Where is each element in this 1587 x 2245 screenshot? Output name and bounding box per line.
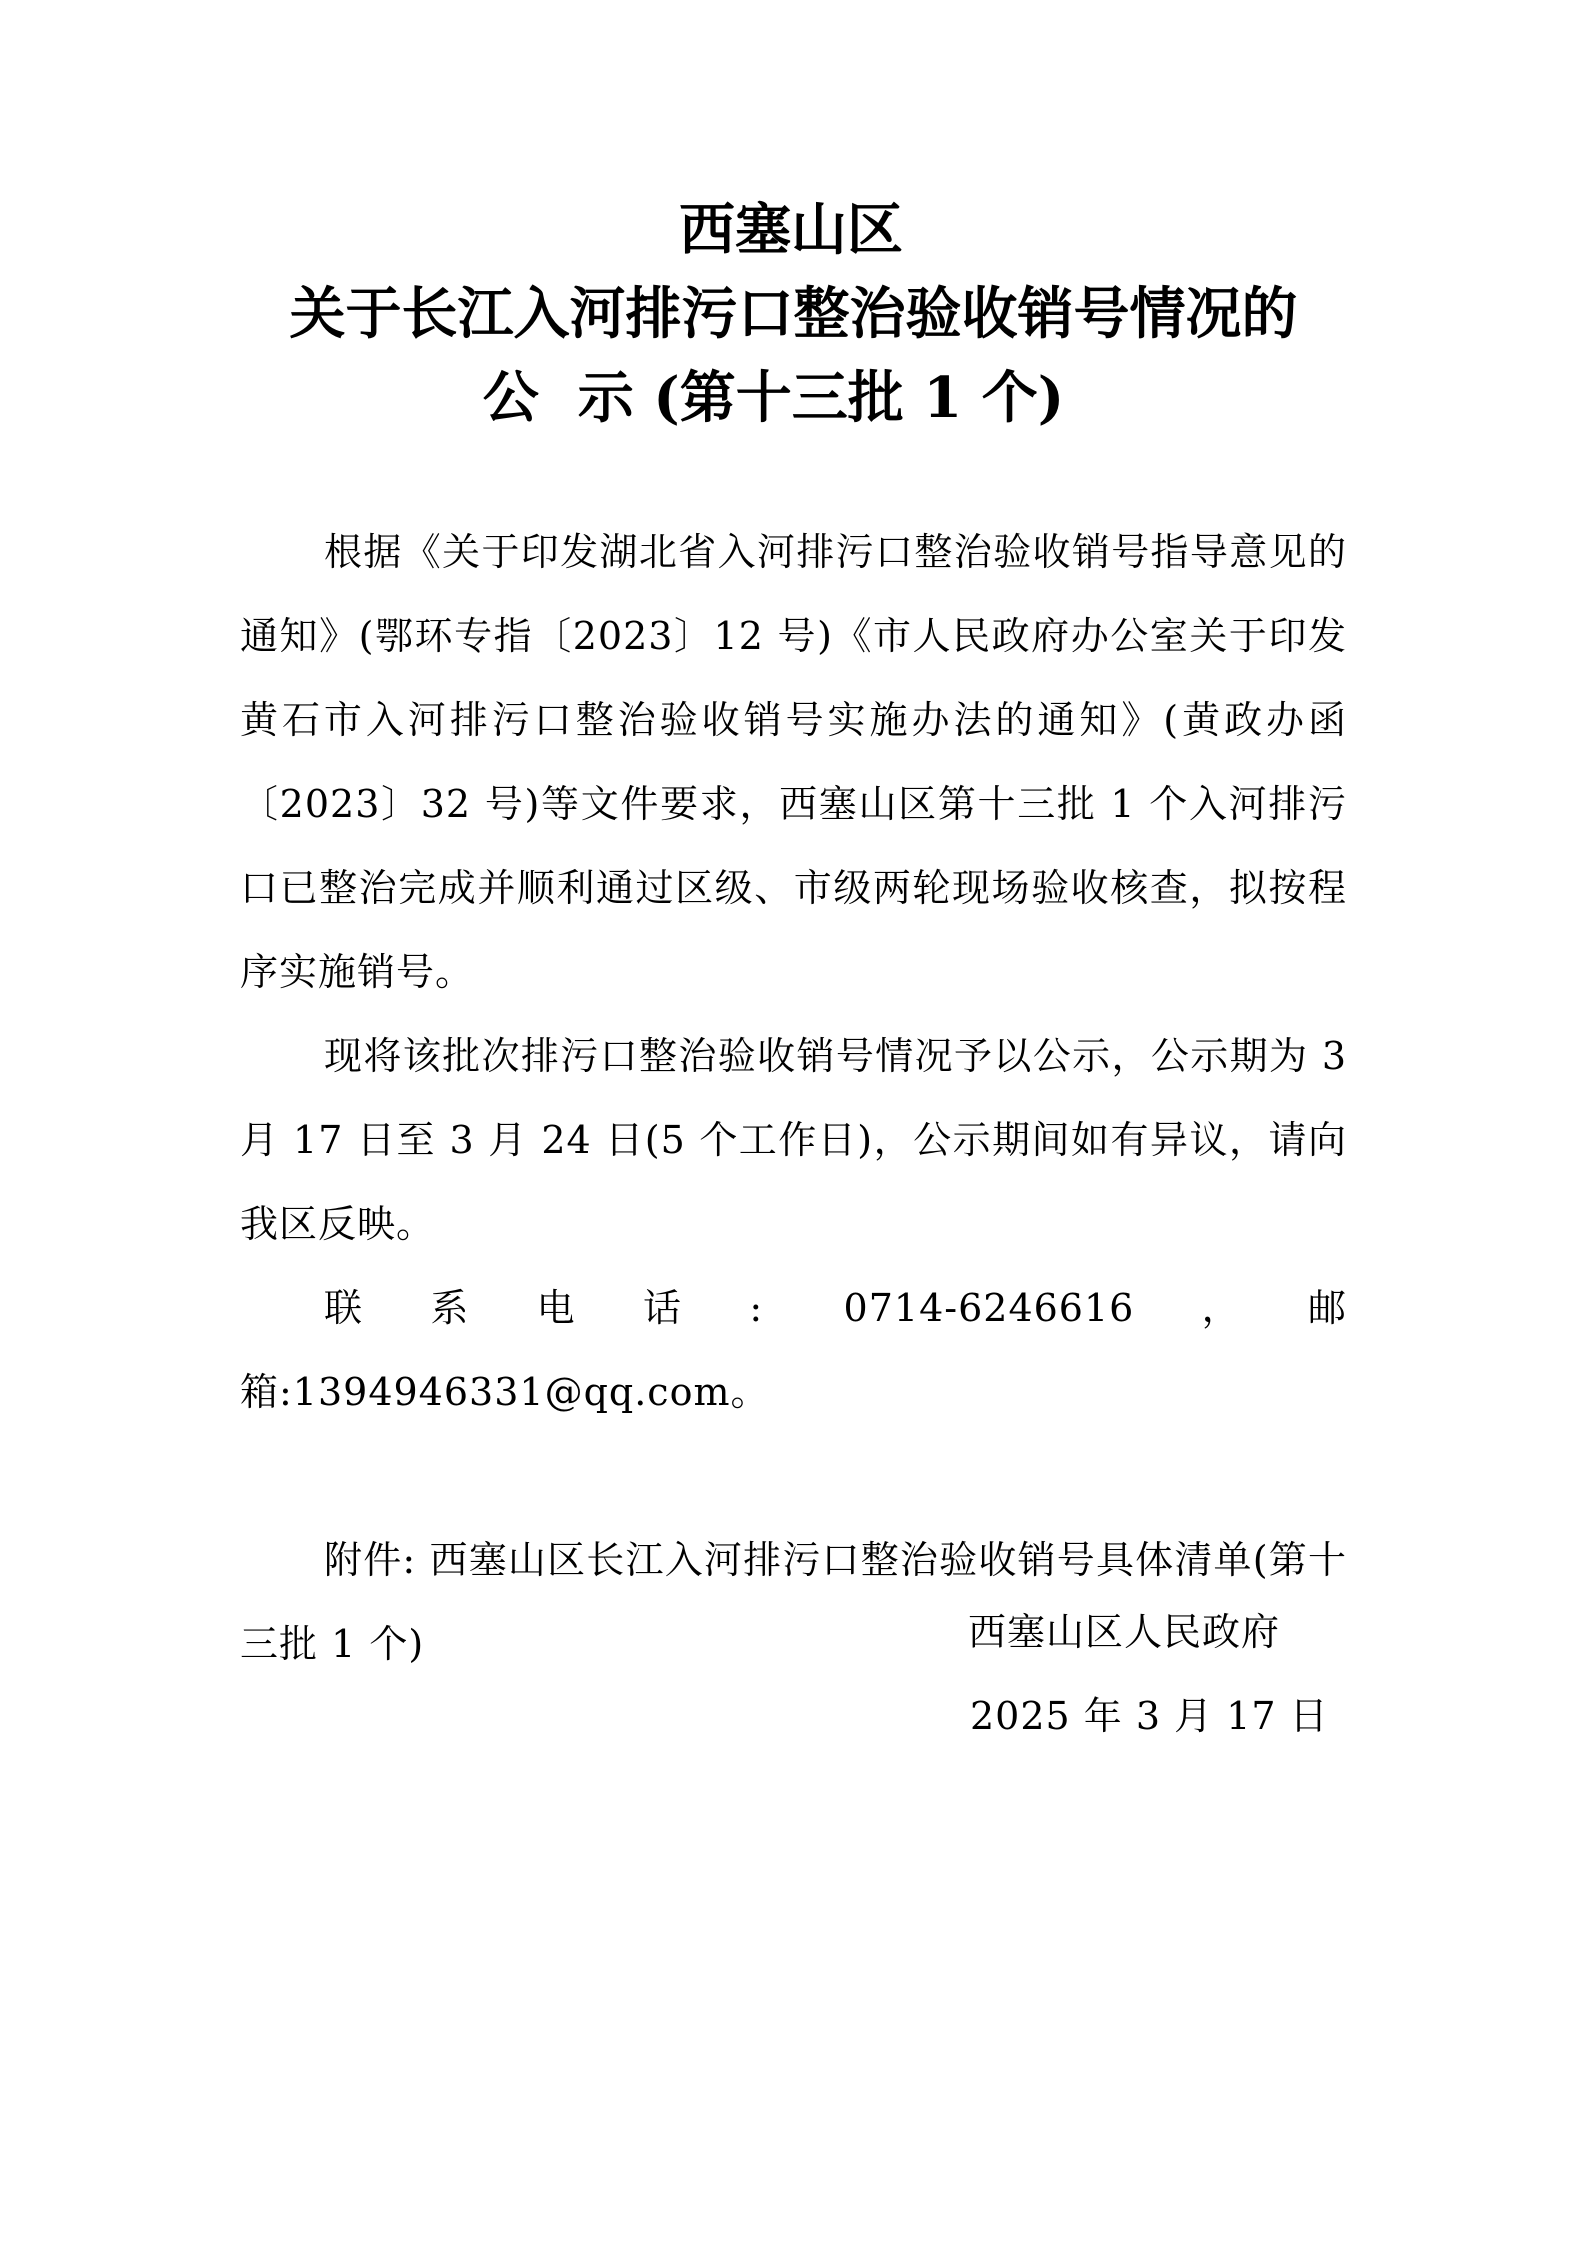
title-line-subject: 关于长江入河排污口整治验收销号情况的 xyxy=(289,281,1298,347)
paragraph-attachment: 附件: 西塞山区长江入河排污口整治验收销号具体清单(第十三批 1 个) xyxy=(240,1538,1347,1666)
document-body xyxy=(240,510,1347,1686)
title-line-district: 西塞山区 xyxy=(679,197,903,263)
paragraph-contact: 联系电话: 0714-6246616，邮箱:1394946331@qq.com。 xyxy=(240,1286,1347,1414)
paragraph-publicity-period: 现将该批次排污口整治验收销号情况予以公示，公示期为 3 月 17 日至 3 月 24 日(5 个工作日)，公示期间如有异议，请向我区反映。 xyxy=(240,1034,1347,1246)
paragraph-basis: 根据《关于印发湖北省入河排污口整治验收销号指导意见的通知》(鄂环专指〔2023〕12 号)《市人民政府办公室关于印发黄石市入河排污口整治验收销号实施办法的通知》(黄政办函〔2023〕32 号)等文件要求，西塞山区第十三批 1 个入河排污口已整治完成并顺利通过区级、市级两轮现场验收核查，拟按程序实施销号。 xyxy=(240,530,1347,994)
signature-issuer: 西塞山区人民政府 xyxy=(968,1610,1281,1654)
document-title xyxy=(0,188,1587,440)
title-line-notice: 公 示 (第十三批 1 个) xyxy=(482,365,1065,431)
signature-block xyxy=(968,1590,1388,1758)
signature-date: 2025 年 3 月 17 日 xyxy=(970,1694,1329,1738)
